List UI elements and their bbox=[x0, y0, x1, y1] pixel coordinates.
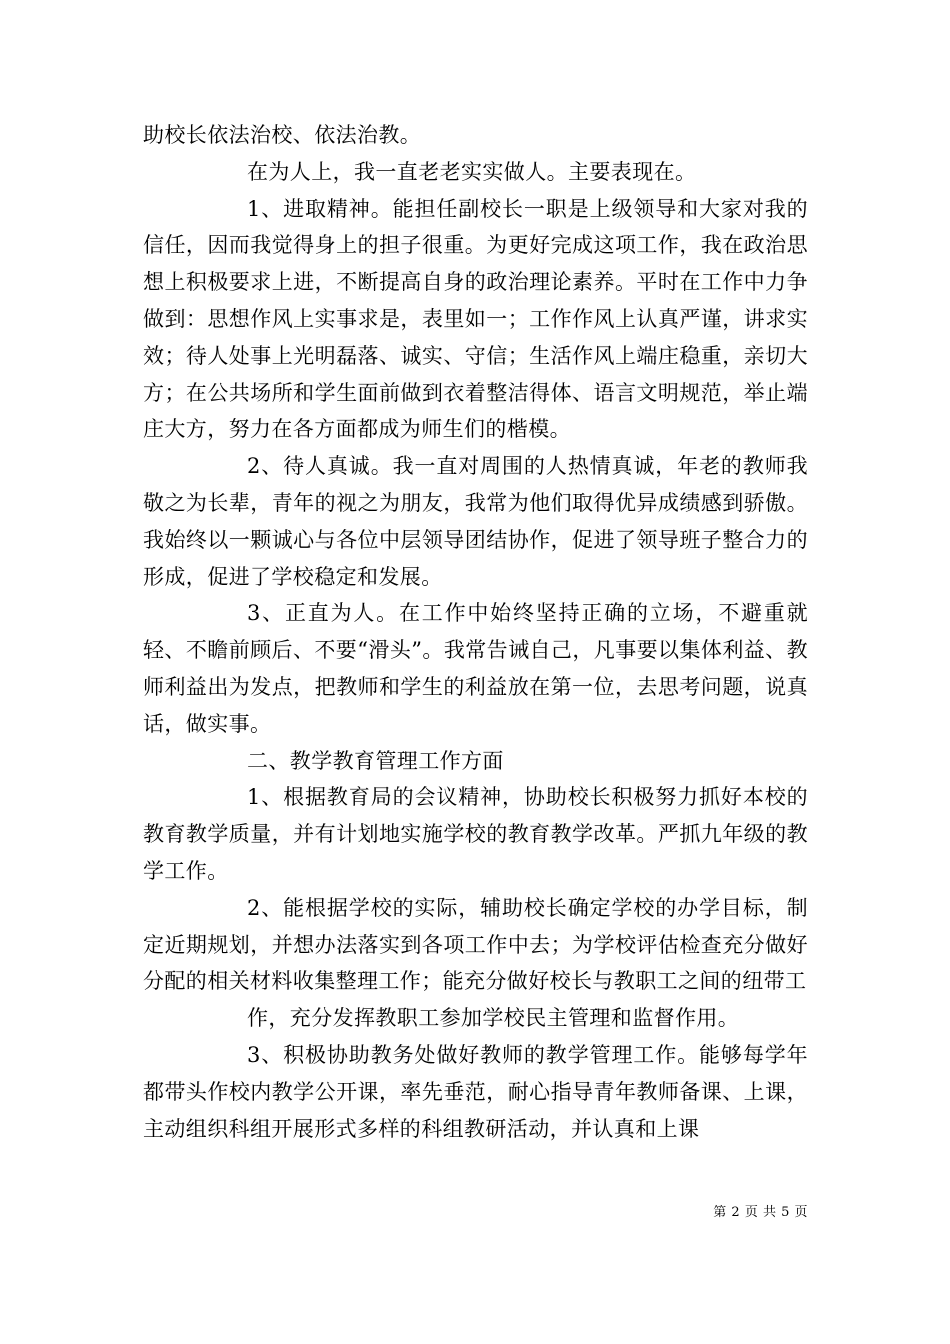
section-heading: 二、教学教育管理工作方面 bbox=[247, 748, 504, 773]
paragraph-5: 3、正直为人。在工作中始终坚持正确的立场，不避重就轻、不瞻前顾后、不要“滑头”。我常告诫自己，凡事要以集体利益、教师利益出为发点，把教师和学生的利益放在第一位，去思考问题，说真话，做实事。 bbox=[143, 601, 808, 736]
paragraph-9: 作，充分发挥教职工参加学校民主管理和监督作用。 bbox=[247, 1006, 740, 1031]
paragraph-1: 助校长依法治校、依法治教。 bbox=[143, 123, 422, 147]
paragraph-3: 1、进取精神。能担任副校长一职是上级领导和大家对我的信任，因而我觉得身上的担子很重。为更好完成这项工作，我在政治思想上积极要求上进，不断提高自身的政治理论素养。平时在工作中力争做到：思想作风上实事求是，表里如一；工作作风上认真严谨，讲求实效；待人处事上光明磊落、诚实、守信；生活作风上端庄稳重，亲切大方；在公共场所和学生面前做到衣着整洁得体、语言文明规范，举止端庄大方，努力在各方面都成为师生们的楷模。 bbox=[143, 196, 808, 442]
paragraph-10: 3、积极协助教务处做好教师的教学管理工作。能够每学年都带头作校内教学公开课，率先垂范，耐心指导青年教师备课、上课，主动组织科组开展形式多样的科组教研活动，并认真和上课 bbox=[143, 1042, 808, 1141]
paragraph-2: 在为人上，我一直老老实实做人。主要表现在。 bbox=[247, 159, 697, 184]
paragraph-4: 2、待人真诚。我一直对周围的人热情真诚，年老的教师我敬之为长辈，青年的视之为朋友，我常为他们取得优异成绩感到骄傲。我始终以一颗诚心与各位中层领导团结协作，促进了领导班子整合力的形成，促进了学校稳定和发展。 bbox=[143, 454, 808, 589]
page-number-footer: 第 2 页 共 5 页 bbox=[713, 1205, 808, 1220]
paragraph-8: 2、能根据学校的实际，辅助校长确定学校的办学目标，制定近期规划，并想办法落实到各项工作中去；为学校评估检查充分做好分配的相关材料收集整理工作；能充分做好校长与教职工之间的纽带工 bbox=[143, 895, 808, 994]
document-body bbox=[143, 117, 808, 1147]
paragraph-7: 1、根据教育局的会议精神，协助校长积极努力抓好本校的教育教学质量，并有计划地实施学校的教育教学改革。严抓九年级的教学工作。 bbox=[143, 785, 808, 883]
